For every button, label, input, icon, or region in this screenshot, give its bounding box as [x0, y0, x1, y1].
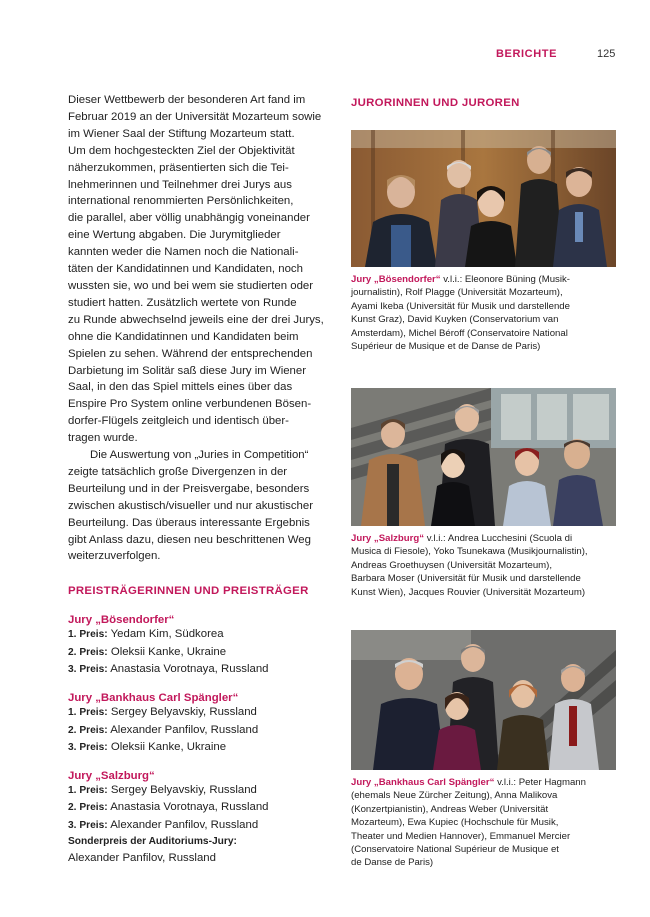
page-number: 125	[597, 48, 616, 60]
jury-title: Jury „Bösendorfer“	[68, 614, 175, 627]
text-line: Saal, in den das Spiel mittels eines über das	[68, 381, 293, 394]
text-line: näherzukommen, präsentierten sich die Tei-	[68, 161, 289, 174]
text-line: gibt Anlass dazu, diesen neu beschrittenen Weg	[68, 533, 311, 546]
text-line: studiert hatten. Zusätzlich wertete von Runde	[68, 296, 297, 309]
prize-label: 2. Preis:	[68, 646, 108, 658]
prize-label: 1. Preis:	[68, 785, 108, 797]
text-line: die parallel, aber völlig unabhängig voneinander	[68, 212, 310, 225]
article-paragraph-2	[68, 447, 340, 565]
prize-label: 2. Preis:	[68, 802, 108, 814]
caption-jury-title: Jury „Salzburg“	[351, 533, 425, 544]
text-line: zwischen akustisch/visueller und nur akustischer	[68, 499, 314, 512]
prize-line	[68, 799, 340, 816]
text-line: zu Runde abwechselnd jeweils eine der drei Jurys,	[68, 313, 324, 326]
prize-winner: Sergey Belyavskiy, Russland	[110, 706, 257, 719]
caption-line: Amsterdam), Michel Béroff (Conservatoire National	[351, 327, 568, 339]
prize-label: 3. Preis:	[68, 819, 108, 831]
prize-winner: Anastasia Vorotnaya, Russland	[110, 662, 269, 675]
caption-text: v.l.i.: Peter Hagmann	[494, 777, 586, 788]
prize-winner: Sergey Belyavskiy, Russland	[110, 784, 257, 797]
jury-photo-block-boesendorfer	[351, 130, 617, 353]
caption-line: (Konzertpianistin), Andreas Weber (Universität	[351, 803, 549, 815]
photo-caption	[351, 273, 617, 353]
jurors-heading: JURORINNEN UND JUROREN	[351, 97, 520, 109]
prize-winner: Alexander Panfilov, Russland	[110, 818, 259, 831]
jury-title: Jury „Salzburg“	[68, 770, 155, 783]
caption-line: Theater und Medien Hannover), Emmanuel Mercier	[351, 830, 571, 842]
text-line: ohne die Kandidatinnen und Kandidaten beim	[68, 330, 299, 343]
text-line: Darbietung im Solitär saß diese Jury im Wiener	[68, 364, 307, 377]
text-line: im Wiener Saal der Stiftung Mozarteum statt.	[68, 127, 295, 140]
prize-winner: Oleksii Kanke, Ukraine	[110, 645, 227, 658]
caption-line	[351, 532, 617, 545]
caption-line: journalistin), Rolf Plagge (Universität Mozarteum),	[351, 287, 563, 299]
prize-winner: Anastasia Vorotnaya, Russland	[110, 801, 269, 814]
jury-photo-block-salzburg	[351, 388, 617, 599]
text-line: zeigte tatsächlich große Divergenzen in der	[68, 465, 288, 478]
group-photo-image	[351, 388, 616, 526]
text-line: eine Wertung abgaben. Die Jurymitglieder	[68, 229, 281, 242]
text-line: dorfer-Flügels zeitgleich und identisch über-	[68, 415, 289, 428]
caption-line: Barbara Moser (Universität für Musik und darstellende	[351, 573, 581, 585]
text-line: tragen wurde.	[68, 432, 138, 445]
caption-line	[351, 273, 617, 286]
prize-label: 1. Preis:	[68, 707, 108, 719]
prize-winner: Alexander Panfilov, Russland	[110, 723, 259, 736]
caption-line	[351, 776, 617, 789]
winners-jury-spaengler	[68, 692, 340, 756]
group-photo-image	[351, 130, 616, 267]
text-line: Beurteilung. Das überaus interessante Ergebnis	[68, 516, 310, 529]
prize-winner: Yedam Kim, Südkorea	[110, 628, 224, 641]
caption-line: (ehemals Neue Zürcher Zeitung), Anna Malikova	[351, 790, 558, 802]
article-paragraph-1	[68, 92, 340, 447]
photo-caption	[351, 532, 617, 599]
jury-photo-block-spaengler	[351, 630, 617, 870]
jury-spaengler-photo	[351, 630, 616, 770]
caption-line: Ayami Ikeba (Universität für Musik und darstellende	[351, 300, 570, 312]
text-line: Dieser Wettbewerb der besonderen Art fand im	[68, 94, 306, 106]
jury-salzburg-photo	[351, 388, 616, 526]
caption-line: de Danse de Paris)	[351, 857, 434, 869]
winners-heading: PREISTRÄGERINNEN UND PREISTRÄGER	[68, 585, 309, 598]
caption-line: (Conservatoire National Supérieur de Musique et	[351, 844, 559, 856]
prize-line	[68, 644, 340, 661]
section-label: BERICHTE	[496, 48, 558, 60]
text-line: Um dem hochgesteckten Ziel der Objektivität	[68, 144, 295, 157]
prize-winner: Oleksii Kanke, Ukraine	[110, 740, 227, 753]
jury-boesendorfer-photo	[351, 130, 616, 267]
prize-line	[68, 722, 340, 739]
text-line: international renommierten Persönlichkeiten,	[68, 195, 294, 208]
left-column	[68, 92, 340, 866]
special-prize-label: Sonderpreis der Auditoriums-Jury:	[68, 836, 237, 848]
caption-line: Musica di Fiesole), Yoko Tsunekawa (Musikjournalistin),	[351, 546, 588, 558]
prize-line	[68, 626, 340, 643]
caption-jury-title: Jury „Bankhaus Carl Spängler“	[351, 777, 495, 788]
winners-jury-boesendorfer	[68, 614, 340, 678]
caption-line: Supérieur de Musique et de Danse de Paris)	[351, 341, 541, 353]
caption-line: Kunst Graz), David Kuyken (Conservatorium van	[351, 314, 559, 326]
caption-text: v.l.i.: Andrea Lucchesini (Scuola di	[424, 533, 573, 544]
text-line: Februar 2019 an der Universität Mozarteum sowie	[68, 110, 322, 123]
caption-jury-title: Jury „Bösendorfer“	[351, 274, 441, 285]
prize-line	[68, 739, 340, 756]
prize-label: 3. Preis:	[68, 663, 108, 675]
text-line: Spielen zu sehen. Während der entsprechenden	[68, 347, 313, 360]
prize-label: 3. Preis:	[68, 741, 108, 753]
photo-caption	[351, 776, 617, 870]
caption-line: Kunst Wien), Jacques Rouvier (Universität Mozarteum)	[351, 586, 586, 598]
winners-jury-salzburg	[68, 770, 340, 866]
text-line: Beurteilung und in der Preisvergabe, besonders	[68, 482, 310, 495]
text-line: Enspire Pro System online verbundenen Bösen-	[68, 398, 312, 411]
prize-label: 1. Preis:	[68, 629, 108, 641]
prize-line	[68, 782, 340, 799]
caption-line: Mozarteum), Ewa Kupiec (Hochschule für Musik,	[351, 817, 559, 829]
text-line: Die Auswertung von „Juries in Competition“	[90, 449, 309, 462]
caption-text: v.l.i.: Eleonore Büning (Musik-	[440, 274, 570, 285]
text-line: weiterzuverfolgen.	[68, 550, 161, 563]
prize-line	[68, 661, 340, 678]
group-photo-image	[351, 630, 616, 770]
special-prize-winner: Alexander Panfilov, Russland	[68, 852, 216, 865]
text-line: lnehmerinnen und Teilnehmer drei Jurys aus	[68, 178, 292, 191]
prize-label: 2. Preis:	[68, 724, 108, 736]
text-line: kannten weder die Namen noch die Nationali-	[68, 246, 299, 259]
text-line: wussten sie, wo und bei wem sie studierten oder	[68, 279, 314, 292]
jury-title: Jury „Bankhaus Carl Spängler“	[68, 692, 239, 705]
prize-line	[68, 817, 340, 834]
prize-line	[68, 704, 340, 721]
caption-line: Andreas Groethuysen (Universität Mozarteum),	[351, 559, 553, 571]
text-line: täten der Kandidatinnen und Kandidaten, noch	[68, 263, 303, 276]
